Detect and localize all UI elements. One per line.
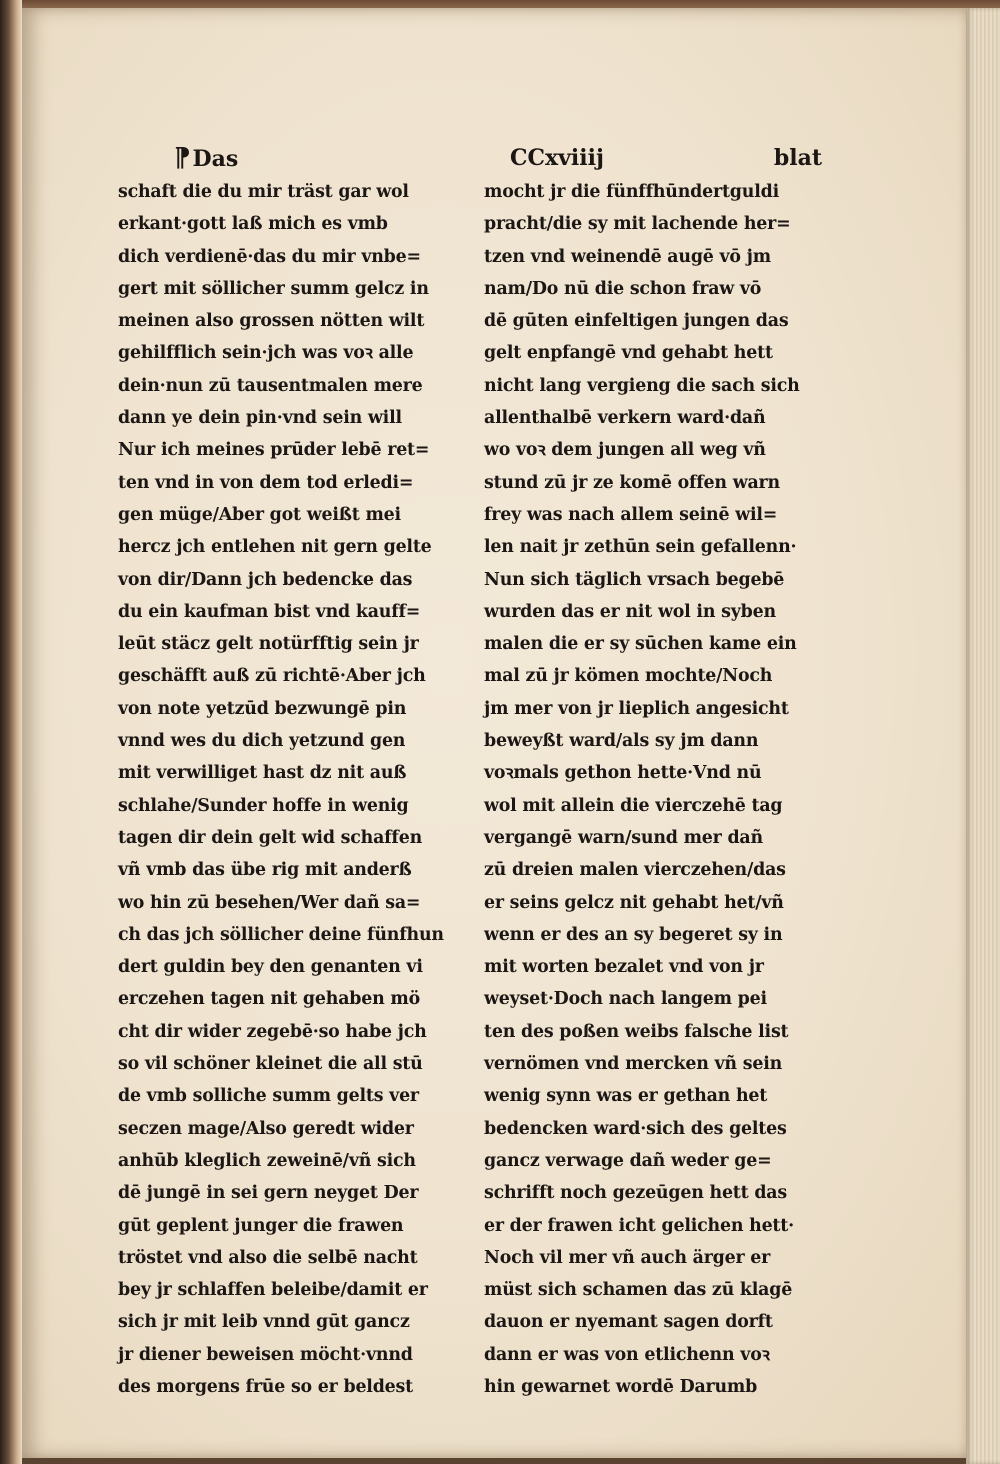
- text-line: jr diener beweisen möcht·vnnd: [118, 1344, 413, 1365]
- text-line: dē gūten einfeltigen jungen das: [484, 311, 789, 332]
- text-line: allenthalbē verkern ward·dañ: [484, 408, 766, 429]
- text-line: Noch vil mer vñ auch ärger er: [484, 1247, 771, 1268]
- text-line: hin gewarnet wordē Darumb: [484, 1376, 758, 1397]
- text-line: ten vnd in von dem tod erledi=: [118, 472, 414, 493]
- text-line: beweyßt ward/als sy jm dann: [484, 731, 759, 752]
- text-line: mit worten bezalet vnd von jr: [484, 957, 764, 978]
- left-column: [118, 140, 468, 1403]
- pilcrow-mark: ⁋: [174, 143, 191, 173]
- text-line: dann er was von etlichenn voꝛ: [484, 1344, 770, 1365]
- text-line: so vil schöner kleinet die all stū: [118, 1054, 423, 1075]
- text-line: Nun sich täglich vrsach begebē: [484, 569, 785, 590]
- text-line: dich verdienē·das du mir vnbe=: [118, 246, 421, 267]
- text-line: dauon er nyemant sagen dorft: [484, 1312, 773, 1333]
- text-line: vernömen vnd mercken vñ sein: [484, 1054, 783, 1075]
- text-line: vñ vmb das übe rig mit anderß: [118, 860, 412, 881]
- text-line: frey was nach allem seinē wil=: [484, 504, 778, 525]
- text-line: erczehen tagen nit gehaben mö: [118, 989, 420, 1010]
- text-line: wurden das er nit wol in syben: [484, 601, 776, 622]
- text-line: wo hin zū besehen/Wer dañ sa=: [118, 892, 421, 913]
- left-running-head: [118, 140, 468, 176]
- text-line: gert mit söllicher summ gelcz in: [118, 278, 429, 299]
- text-line: stund zū jr ze komē offen warn: [484, 472, 780, 493]
- text-line: ten des poßen weibs falsche list: [484, 1021, 789, 1042]
- text-line: vnnd wes du dich yetzund gen: [118, 731, 406, 752]
- folio-number: CCxviiij: [510, 145, 604, 171]
- text-line: hercz jch entlehen nit gern gelte: [118, 537, 432, 558]
- text-line: dann ye dein pin·vnd sein will: [118, 408, 402, 429]
- text-line: malen die er sy sūchen kame ein: [484, 634, 797, 655]
- page-fore-edge: [966, 8, 1000, 1464]
- text-line: gehilfflich sein·jch was voꝛ alle: [118, 343, 414, 364]
- folio-label: blat: [773, 145, 822, 171]
- text-line: sich jr mit leib vnnd gūt gancz: [118, 1312, 410, 1333]
- text-line: gancz verwage dañ weder ge=: [484, 1150, 772, 1171]
- text-line: bedencken ward·sich des geltes: [484, 1118, 787, 1139]
- text-line: voꝛmals gethon hette·Vnd nū: [484, 763, 762, 784]
- text-line: anhūb kleglich zeweinē/vñ sich: [118, 1150, 416, 1171]
- text-line: erkant·gott laß mich es vmb: [118, 214, 388, 235]
- left-running-head-text: Das: [192, 146, 239, 172]
- text-line: dein·nun zū tausentmalen mere: [118, 375, 423, 396]
- text-line: de vmb solliche summ gelts ver: [118, 1086, 419, 1107]
- text-line: jm mer von jr lieplich angesicht: [484, 698, 789, 719]
- text-line: dē jungē in sei gern neyget Der: [118, 1183, 419, 1204]
- text-line: er seins gelcz nit gehabt het/vñ: [484, 892, 784, 913]
- right-running-head: [484, 140, 824, 176]
- text-line: ch das jch söllicher deine fünfhun: [118, 924, 444, 945]
- text-line: des morgens frūe so er beldest: [118, 1376, 413, 1397]
- text-line: schaft die du mir träst gar wol: [118, 182, 409, 202]
- text-line: wo voꝛ dem jungen all weg vñ: [484, 440, 766, 461]
- text-line: wenn er des an sy begeret sy in: [484, 924, 783, 945]
- text-line: Nur ich meines prūder lebē ret=: [118, 440, 430, 461]
- text-line: gen müge/Aber got weißt mei: [118, 504, 401, 525]
- text-line: du ein kaufman bist vnd kauff=: [118, 601, 421, 622]
- text-line: mocht jr die fünffhūndertguldi: [484, 182, 779, 202]
- text-line: tröstet vnd also die selbē nacht: [118, 1247, 418, 1268]
- text-line: pracht/die sy mit lachende her=: [484, 214, 791, 235]
- left-text-block: [118, 176, 468, 1403]
- text-line: nam/Do nū die schon fraw vō: [484, 278, 762, 299]
- text-line: schrifft noch gezeūgen hett das: [484, 1183, 787, 1204]
- text-line: nicht lang vergieng die sach sich: [484, 375, 800, 396]
- text-line: wenig synn was er gethan het: [484, 1086, 768, 1107]
- text-line: vergangē warn/sund mer dañ: [484, 827, 763, 848]
- text-line: seczen mage/Also geredt wider: [118, 1118, 414, 1139]
- text-line: zū dreien malen vierczehen/das: [484, 860, 786, 881]
- text-line: cht dir wider zegebē·so habe jch: [118, 1021, 427, 1042]
- text-line: wol mit allein die vierczehē tag: [484, 795, 783, 816]
- text-line: tagen dir dein gelt wid schaffen: [118, 827, 423, 848]
- right-column: [484, 140, 824, 1403]
- text-line: mal zū jr kömen mochte/Noch: [484, 666, 773, 687]
- right-text-block: [484, 176, 824, 1403]
- text-line: schlahe/Sunder hoffe in wenig: [118, 795, 409, 816]
- text-line: von note yetzūd bezwungē pin: [118, 698, 407, 719]
- text-line: tzen vnd weinendē augē vō jm: [484, 246, 771, 267]
- text-line: leūt stäcz gelt notürfftig sein jr: [118, 634, 419, 655]
- book-binding: [0, 0, 22, 1464]
- text-line: er der frawen icht gelichen hett·: [484, 1215, 794, 1236]
- text-line: gelt enpfangē vnd gehabt hett: [484, 343, 773, 364]
- text-line: müst sich schamen das zū klagē: [484, 1280, 793, 1301]
- text-line: len nait jr zethūn sein gefallenn·: [484, 537, 797, 558]
- text-line: gūt geplent junger die frawen: [118, 1215, 404, 1236]
- text-line: bey jr schlaffen beleibe/damit er: [118, 1280, 428, 1301]
- text-line: geschäfft auß zū richtē·Aber jch: [118, 666, 426, 687]
- text-line: von dir/Dann jch bedencke das: [118, 569, 413, 590]
- text-line: weyset·Doch nach langem pei: [484, 989, 767, 1010]
- text-line: meinen also grossen nötten wilt: [118, 311, 425, 332]
- text-line: dert guldin bey den genanten vi: [118, 957, 423, 978]
- text-line: mit verwilliget hast dz nit auß: [118, 763, 407, 784]
